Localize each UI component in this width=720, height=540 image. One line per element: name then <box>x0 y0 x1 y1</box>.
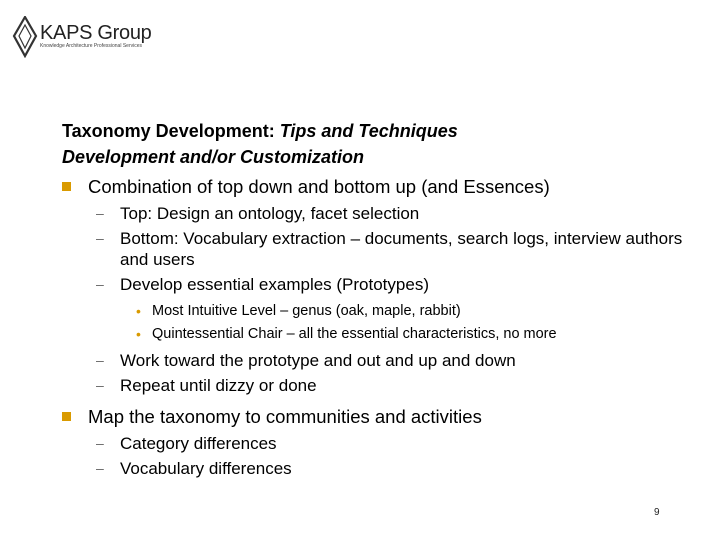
square-bullet-icon <box>62 182 71 191</box>
sub-bullet-item <box>62 203 692 224</box>
square-bullet-icon <box>62 412 71 421</box>
sub-bullet-item <box>62 458 692 479</box>
sub-bullet-item <box>62 228 692 270</box>
dot-bullet-icon: • <box>136 326 141 342</box>
dash-icon: – <box>96 205 104 221</box>
sub-sub-bullet-text: Quintessential Chair – all the essential characteristics, no more <box>152 326 557 342</box>
slide-title <box>62 118 458 170</box>
bullet-text: Map the taxonomy to communities and activities <box>88 406 482 427</box>
dash-icon: – <box>96 460 104 476</box>
sub-bullet-item <box>62 433 692 454</box>
sub-bullet-text: Work toward the prototype and out and up and down <box>120 351 516 370</box>
sub-bullet-text: Repeat until dizzy or done <box>120 376 317 395</box>
sub-bullet-text: Develop essential examples (Prototypes) <box>120 275 429 294</box>
sub-bullet-text: Bottom: Vocabulary extraction – documents, search logs, interview authors and users <box>120 229 683 269</box>
sub-bullet-item <box>62 375 692 396</box>
dash-icon: – <box>96 352 104 368</box>
sub-bullet-text: Vocabulary differences <box>120 459 292 478</box>
dash-icon: – <box>96 435 104 451</box>
title-prefix: Taxonomy Development: <box>62 121 280 141</box>
diamond-logo-icon <box>12 16 38 58</box>
bullet-item <box>62 405 692 429</box>
sub-bullet-text: Category differences <box>120 434 277 453</box>
bullet-item <box>62 175 692 199</box>
title-line-1 <box>62 118 458 144</box>
title-line-2 <box>62 144 458 170</box>
logo-name: KAPS Group <box>40 22 152 44</box>
sub-bullet-item <box>62 350 692 371</box>
dash-icon: – <box>96 230 104 246</box>
dash-icon: – <box>96 276 104 292</box>
dot-bullet-icon: • <box>136 303 141 319</box>
bullet-text: Combination of top down and bottom up (and Essences) <box>88 176 550 197</box>
page-number: 9 <box>654 507 660 518</box>
dash-icon: – <box>96 377 104 393</box>
title-italic: Tips and Techniques <box>279 121 458 141</box>
sub-sub-bullet-item <box>62 301 692 321</box>
slide-content <box>62 175 692 479</box>
sub-sub-bullet-item <box>62 324 692 344</box>
title-line-2-text: Development and/or Customization <box>62 147 365 167</box>
sub-bullet-text: Top: Design an ontology, facet selection <box>120 204 420 223</box>
sub-bullet-item <box>62 274 692 295</box>
logo-tagline: Knowledge Architecture Professional Services <box>40 43 142 49</box>
sub-sub-bullet-text: Most Intuitive Level – genus (oak, maple, rabbit) <box>152 303 461 319</box>
kaps-logo <box>12 16 162 58</box>
